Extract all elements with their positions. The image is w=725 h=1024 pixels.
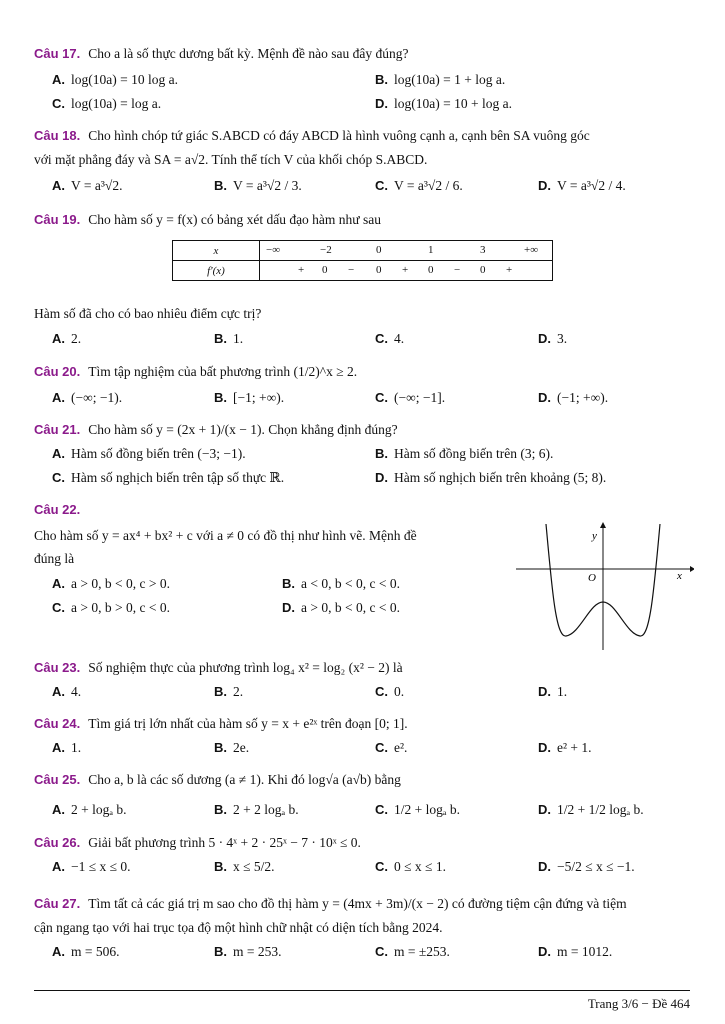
option-c[interactable]: C. log(10a) = log a. (52, 96, 162, 111)
option-c[interactable]: C. e². (375, 740, 408, 755)
x-axis-arrow (690, 566, 694, 572)
question-label: Câu 18. (34, 128, 81, 143)
x-value: 0 (376, 244, 382, 256)
option-a[interactable]: A. 2 + logₐ b. (52, 802, 127, 817)
sign: − (454, 264, 461, 276)
question-label: Câu 24. (34, 716, 81, 731)
question-20 (34, 362, 694, 382)
option-c[interactable]: C. Hàm số nghịch biến trên tập số thực ℝ. (52, 470, 285, 485)
y-axis-arrow (600, 522, 606, 528)
question-22-header (34, 500, 694, 520)
option-d[interactable]: D. V = a³√2 / 4. (538, 178, 626, 193)
fp-header: f′(x) (173, 261, 260, 281)
option-a[interactable]: A. m = 506. (52, 944, 120, 959)
option-c[interactable]: C. V = a³√2 / 6. (375, 178, 463, 193)
x-value: 3 (480, 244, 486, 256)
question-19 (34, 210, 694, 230)
option-c[interactable]: C. 0 ≤ x ≤ 1. (375, 859, 446, 874)
sign: − (348, 264, 355, 276)
option-d[interactable]: D. Hàm số nghịch biến trên khoảng (5; 8). (375, 470, 607, 485)
question-text: Giải bất phương trình 5 · 4ˣ + 2 · 25ˣ − 7 · 10ˣ ≤ 0. (88, 835, 361, 850)
question-27-line2 (34, 918, 694, 938)
question-text: Tìm giá trị lớn nhất của hàm số y = x + e²ˣ trên đoạn [0; 1]. (88, 716, 408, 731)
question-22-line2 (34, 549, 504, 569)
x-label: x (677, 570, 682, 582)
option-a[interactable]: A. a > 0, b < 0, c > 0. (52, 576, 170, 591)
option-a[interactable]: A. 1. (52, 740, 82, 755)
option-d[interactable]: D. 1. (538, 684, 568, 699)
question-text: Cho hàm số y = ax⁴ + bx² + c với a ≠ 0 có đồ thị như hình vẽ. Mệnh đề (34, 528, 417, 543)
question-label: Câu 25. (34, 772, 81, 787)
option-a[interactable]: A. Hàm số đồng biến trên (−3; −1). (52, 446, 246, 461)
option-b[interactable]: B. x ≤ 5/2. (214, 859, 275, 874)
option-c[interactable]: C. 0. (375, 684, 405, 699)
question-26 (34, 833, 694, 853)
sign: 0 (376, 264, 382, 276)
option-c[interactable]: C. 4. (375, 331, 405, 346)
x-header: x (173, 241, 260, 261)
option-b[interactable]: B. m = 253. (214, 944, 282, 959)
question-text: Cho a, b là các số dương (a ≠ 1). Khi đó log√a (a√b) bằng (88, 772, 401, 787)
question-text: Cho hàm số y = f(x) có bảng xét dấu đạo hàm như sau (88, 212, 381, 227)
option-d[interactable]: D. log(10a) = 10 + log a. (375, 96, 512, 111)
option-c[interactable]: C. a > 0, b > 0, c < 0. (52, 600, 170, 615)
option-b[interactable]: B. 2e. (214, 740, 250, 755)
sign: + (402, 264, 409, 276)
signs-cell (260, 261, 553, 281)
option-c[interactable]: C. m = ±253. (375, 944, 450, 959)
question-18 (34, 126, 694, 146)
question-label: Câu 22. (34, 502, 81, 517)
question-label: Câu 19. (34, 212, 81, 227)
quartic-graph (514, 520, 694, 655)
origin-label: O (588, 572, 596, 584)
option-b[interactable]: B. a < 0, b < 0, c < 0. (282, 576, 400, 591)
option-d[interactable]: D. 1/2 + 1/2 logₐ b. (538, 802, 644, 817)
sign: + (506, 264, 513, 276)
question-label: Câu 23. (34, 660, 81, 675)
option-c[interactable]: C. (−∞; −1]. (375, 390, 446, 405)
question-text: với mặt phẳng đáy và SA = a√2. Tính thể tích V của khối chóp S.ABCD. (34, 152, 428, 167)
sign: 0 (428, 264, 434, 276)
option-b[interactable]: B. 1. (214, 331, 244, 346)
option-a[interactable]: A. log(10a) = 10 log a. (52, 72, 178, 87)
sign: + (298, 264, 305, 276)
option-d[interactable]: D. (−1; +∞). (538, 390, 609, 405)
question-19-prompt (34, 304, 694, 324)
option-d[interactable]: D. m = 1012. (538, 944, 613, 959)
option-b[interactable]: B. [−1; +∞). (214, 390, 285, 405)
option-d[interactable]: D. a > 0, b < 0, c < 0. (282, 600, 400, 615)
y-label: y (592, 530, 597, 542)
option-b[interactable]: B. V = a³√2 / 3. (214, 178, 302, 193)
question-23 (34, 658, 694, 678)
question-text: Tìm tập nghiệm của bất phương trình (1/2)^x ≥ 2. (88, 364, 358, 379)
question-label: Câu 27. (34, 896, 81, 911)
option-d[interactable]: D. 3. (538, 331, 568, 346)
question-17 (34, 44, 694, 64)
sign: 0 (322, 264, 328, 276)
x-value: −2 (320, 244, 332, 256)
question-label: Câu 17. (34, 46, 81, 61)
question-label: Câu 21. (34, 422, 81, 437)
question-25 (34, 770, 694, 790)
question-24 (34, 714, 694, 734)
option-d[interactable]: D. e² + 1. (538, 740, 592, 755)
question-text: Cho hàm số y = (2x + 1)/(x − 1). Chọn khẳng định đúng? (88, 422, 398, 437)
option-a[interactable]: A. V = a³√2. (52, 178, 123, 193)
question-18-line2 (34, 150, 694, 170)
option-b[interactable]: B. log(10a) = 1 + log a. (375, 72, 506, 87)
question-text: cận ngang tạo với hai trục tọa độ một hình chữ nhật có diện tích bằng 2024. (34, 920, 443, 935)
option-a[interactable]: A. 2. (52, 331, 82, 346)
footer-divider (34, 990, 690, 991)
question-label: Câu 26. (34, 835, 81, 850)
x-value: 1 (428, 244, 434, 256)
option-b[interactable]: B. Hàm số đồng biến trên (3; 6). (375, 446, 554, 461)
question-22 (34, 526, 504, 546)
option-a[interactable]: A. 4. (52, 684, 82, 699)
question-text: Số nghiệm thực của phương trình log₄ x² = log₂ (x² − 2) là (88, 660, 403, 675)
question-21 (34, 420, 694, 440)
option-c[interactable]: C. 1/2 + logₐ b. (375, 802, 461, 817)
x-value: +∞ (524, 244, 539, 256)
option-d[interactable]: D. −5/2 ≤ x ≤ −1. (538, 859, 635, 874)
page-footer: Trang 3/6 − Đề 464 (587, 996, 690, 1011)
question-text: Tìm tất cả các giá trị m sao cho đồ thị hàm y = (4mx + 3m)/(x − 2) có đường tiệm cận đứng và tiệm (88, 896, 627, 911)
question-text: Cho hình chóp tứ giác S.ABCD có đáy ABCD là hình vuông cạnh a, cạnh bên SA vuông góc (88, 128, 590, 143)
question-label: Câu 20. (34, 364, 81, 379)
question-27 (34, 894, 694, 914)
x-values-cell (260, 241, 553, 261)
question-text: Hàm số đã cho có bao nhiêu điểm cực trị? (34, 306, 262, 321)
question-text: Cho a là số thực dương bất kỳ. Mệnh đề nào sau đây đúng? (88, 46, 409, 61)
x-value: −∞ (266, 244, 281, 256)
option-a[interactable]: A. (−∞; −1). (52, 390, 123, 405)
option-a[interactable]: A. −1 ≤ x ≤ 0. (52, 859, 131, 874)
option-b[interactable]: B. 2 + 2 logₐ b. (214, 802, 299, 817)
question-text: đúng là (34, 551, 75, 566)
sign: 0 (480, 264, 486, 276)
option-b[interactable]: B. 2. (214, 684, 244, 699)
sign-table (172, 240, 553, 281)
